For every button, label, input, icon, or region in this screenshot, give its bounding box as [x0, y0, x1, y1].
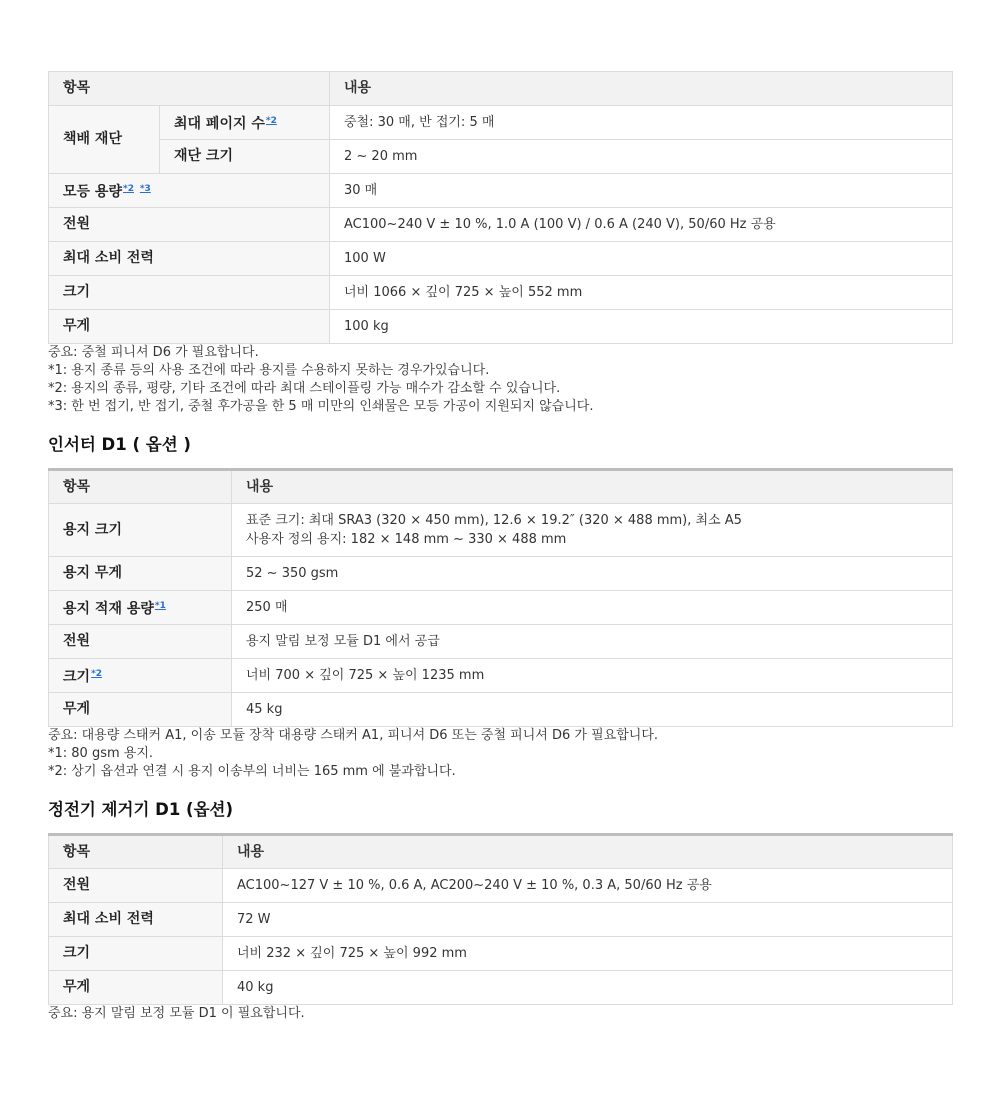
table-row [49, 208, 953, 242]
spec-page [48, 71, 953, 1023]
table-header-row [49, 470, 953, 504]
table-row [49, 140, 953, 174]
row-label: 용지 크기 [49, 504, 232, 557]
header-item: 항목 [49, 72, 330, 106]
note-line: 중요: 용지 말림 보정 모듈 D1 이 필요합니다. [48, 1006, 305, 1021]
note-line: *2: 상기 옵션과 연결 시 용지 이송부의 너비는 165 mm 에 불과합니다. [48, 764, 456, 779]
row-label: 용지 무게 [49, 557, 232, 591]
row-group-label: 책배 재단 [49, 106, 160, 174]
row-label-text: 용지 적재 용량 [63, 600, 154, 617]
note-line: *1: 용지 종류 등의 사용 조건에 따라 용지를 수용하지 못하는 경우가있습니다. [48, 363, 490, 378]
table-row [49, 659, 953, 693]
row-label: 크기 [49, 937, 223, 971]
row-value: 2 ~ 20 mm [330, 140, 953, 174]
note-line: *1: 80 gsm 용지. [48, 746, 154, 761]
row-label-text: 모등 용량 [63, 183, 122, 200]
row-value: 52 ~ 350 gsm [232, 557, 953, 591]
row-value: 너비 232 × 깊이 725 × 높이 992 mm [223, 937, 953, 971]
row-label: 전원 [49, 869, 223, 903]
note-line: 중요: 대용량 스태커 A1, 이송 모듈 장착 대용량 스태커 A1, 피니셔 D6 또는 중철 피니셔 D6 가 필요합니다. [48, 728, 659, 743]
row-label: 무게 [49, 310, 330, 344]
footnote-link[interactable]: *1 [154, 600, 166, 611]
table-row [49, 869, 953, 903]
row-label: 전원 [49, 625, 232, 659]
row-label: 크기 [49, 276, 330, 310]
table-row [49, 971, 953, 1005]
table-row [49, 242, 953, 276]
row-value: 40 kg [223, 971, 953, 1005]
table-row [49, 937, 953, 971]
table-row [49, 693, 953, 727]
section-title-inserter: 인서터 D1 ( 옵션 ) [48, 435, 191, 454]
table-row [49, 557, 953, 591]
row-value-line: 표준 크기: 최대 SRA3 (320 × 450 mm), 12.6 × 19.2″ (320 × 488 mm), 최소 A5 [246, 513, 742, 528]
footnote-link[interactable]: *2 [265, 115, 277, 126]
table-row [49, 310, 953, 344]
note-line: *2: 용지의 종류, 평량, 기타 조건에 따라 최대 스테이플링 가능 매수가 감소할 수 있습니다. [48, 381, 561, 396]
table-row [49, 504, 953, 557]
spec-table-inserter [48, 468, 953, 727]
table-row [49, 174, 953, 208]
footnote-link[interactable]: *2 [122, 183, 134, 194]
row-value [232, 504, 953, 557]
row-value: 30 매 [330, 174, 953, 208]
row-value-line: 사용자 정의 용지: 182 × 148 mm ~ 330 × 488 mm [246, 532, 567, 547]
row-value: AC100~127 V ± 10 %, 0.6 A, AC200~240 V ± 10 %, 0.3 A, 50/60 Hz 공용 [223, 869, 953, 903]
table-row [49, 106, 953, 140]
row-label: 전원 [49, 208, 330, 242]
section2-notes [48, 727, 953, 781]
header-item: 항목 [49, 470, 232, 504]
row-label: 무게 [49, 693, 232, 727]
table-header-row [49, 835, 953, 869]
header-item: 항목 [49, 835, 223, 869]
footnote-link[interactable]: *3 [139, 183, 151, 194]
table-row [49, 591, 953, 625]
row-value: 100 W [330, 242, 953, 276]
table-row [49, 625, 953, 659]
row-label-text: 최대 페이지 수 [174, 115, 265, 132]
header-content: 내용 [232, 470, 953, 504]
row-value: 용지 말림 보정 모듈 D1 에서 공급 [232, 625, 953, 659]
note-line: 중요: 중철 피니셔 D6 가 필요합니다. [48, 345, 259, 360]
row-label: 재단 크기 [160, 140, 330, 174]
row-value: 너비 1066 × 깊이 725 × 높이 552 mm [330, 276, 953, 310]
section3-notes [48, 1005, 953, 1023]
header-content: 내용 [330, 72, 953, 106]
section-title-static-eliminator: 정전기 제거기 D1 (옵션) [48, 800, 234, 819]
row-value: 100 kg [330, 310, 953, 344]
footnote-link[interactable]: *2 [91, 668, 103, 679]
row-label [49, 174, 330, 208]
table-row [49, 276, 953, 310]
row-label: 무게 [49, 971, 223, 1005]
row-label [49, 591, 232, 625]
spec-table-finisher [48, 71, 953, 344]
note-line: *3: 한 번 접기, 반 접기, 중철 후가공을 한 5 매 미만의 인쇄물은 모등 가공이 지원되지 않습니다. [48, 399, 594, 414]
row-label [49, 659, 232, 693]
header-content: 내용 [223, 835, 953, 869]
row-value: 250 매 [232, 591, 953, 625]
row-label: 최대 소비 전력 [49, 242, 330, 276]
table-row [49, 903, 953, 937]
spec-table-static-eliminator [48, 833, 953, 1005]
row-value: 45 kg [232, 693, 953, 727]
row-value: 너비 700 × 깊이 725 × 높이 1235 mm [232, 659, 953, 693]
row-value: AC100~240 V ± 10 %, 1.0 A (100 V) / 0.6 A (240 V), 50/60 Hz 공용 [330, 208, 953, 242]
row-label: 최대 소비 전력 [49, 903, 223, 937]
table1-notes [48, 344, 953, 416]
row-label-text: 크기 [63, 668, 91, 685]
table-header-row [49, 72, 953, 106]
row-value: 중철: 30 매, 반 접기: 5 매 [330, 106, 953, 140]
row-label [160, 106, 330, 140]
row-value: 72 W [223, 903, 953, 937]
